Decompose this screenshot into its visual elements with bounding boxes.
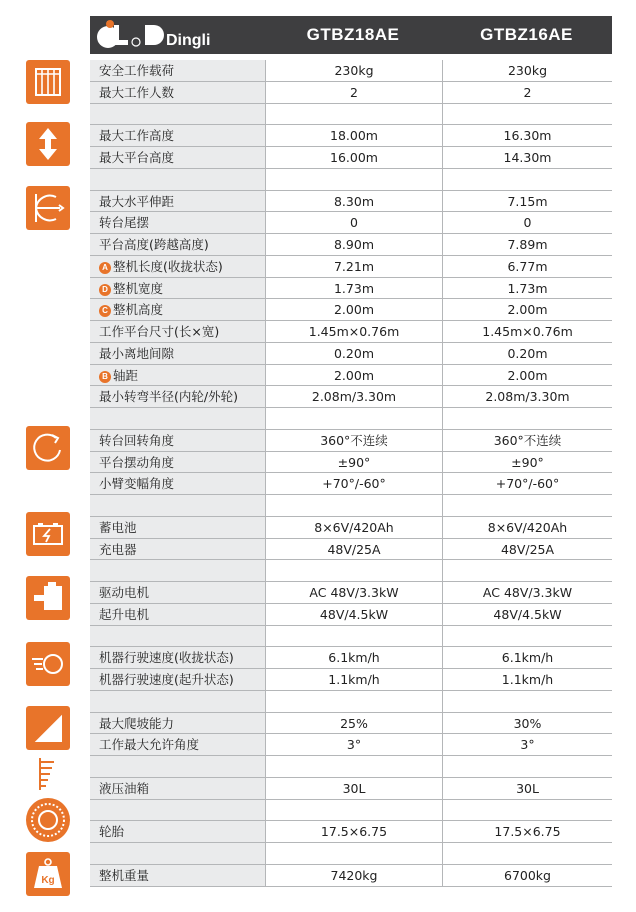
spec-value-cell: 7.89m [442,234,612,255]
spacer-row [90,756,612,778]
spec-table [90,60,612,887]
spec-row [90,452,612,474]
spec-value-cell: 360°不连续 [265,430,442,451]
spec-row [90,234,612,256]
spec-label: 整机宽度 [113,280,164,296]
spec-label: 转台尾摆 [99,215,150,231]
svg-text:Kg: Kg [41,875,55,886]
spec-label: 最小离地间隙 [99,345,175,361]
spec-row [90,647,612,669]
spec-value-cell [442,691,612,712]
spec-value-cell: 2.00m [265,365,442,386]
spec-label: 工作最大允许角度 [99,737,200,753]
spec-label-cell [90,800,265,821]
spec-row [90,278,612,300]
spec-value-cell: 3° [265,734,442,755]
spec-label: 最大水平伸距 [99,193,175,209]
spec-value-cell [265,495,442,516]
spec-value-cell: 230kg [265,60,442,81]
spec-row [90,821,612,843]
spec-label-cell [90,626,265,647]
spec-row [90,60,612,82]
spec-value-cell: 17.5×6.75 [442,821,612,842]
height-arrow-icon [26,122,70,166]
spec-row [90,865,612,887]
spec-value-cell: 2.08m/3.30m [265,386,442,407]
spec-label: 最大平台高度 [99,150,175,165]
spec-label: 蓄电池 [99,519,137,535]
spacer-row [90,408,612,430]
spec-value-cell [265,800,442,821]
spec-value-cell: 1.73m [265,278,442,299]
spec-value-cell [265,169,442,190]
spec-label: 最大工作高度 [99,128,175,144]
spec-row [90,582,612,604]
spec-label-cell [90,495,265,516]
spec-row [90,386,612,408]
spec-value-cell: 0 [442,212,612,233]
spec-label-cell [90,821,265,842]
spec-value-cell: 8×6V/420Ah [265,517,442,538]
spacer-row [90,691,612,713]
spec-label: 充电器 [99,541,137,557]
spec-label: 平台摆动角度 [99,454,175,470]
spec-label: 平台高度(跨越高度) [99,237,209,252]
spec-label-cell [90,147,265,168]
spec-value-cell: 14.30m [442,147,612,168]
spec-value-cell: 7.15m [442,191,612,212]
spec-value-cell: 30L [442,778,612,799]
spec-value-cell: 7.21m [265,256,442,277]
spacer-row [90,495,612,517]
model-name: GTBZ18AE [306,25,400,44]
spec-value-cell: 0 [265,212,442,233]
spec-label-cell [90,778,265,799]
spec-label: 起升电机 [99,606,150,622]
spec-row [90,256,612,278]
spec-row [90,734,612,756]
spec-value-cell: 2 [265,82,442,103]
spacer-row [90,626,612,648]
spec-value-cell: AC 48V/3.3kW [265,582,442,603]
dimension-badge: A [99,262,111,274]
spec-row [90,82,612,104]
spec-label: 最小转弯半径(内轮/外轮) [99,389,238,405]
spec-label-cell [90,408,265,429]
spec-label: 转台回转角度 [99,432,175,448]
spec-label-cell [90,539,265,560]
spec-value-cell: ±90° [442,452,612,473]
spec-label-cell [90,843,265,864]
spec-label-cell [90,604,265,625]
spec-value-cell [265,626,442,647]
spacer-row [90,800,612,822]
spec-value-cell: 2.08m/3.30m [442,386,612,407]
spec-value-cell: 2.00m [442,365,612,386]
spec-value-cell: 48V/4.5kW [265,604,442,625]
spec-value-cell: 6.77m [442,256,612,277]
spec-label: 最大爬坡能力 [99,715,175,731]
rotation-icon [26,426,70,470]
spec-label-cell [90,691,265,712]
spec-label-cell [90,669,265,690]
spec-value-cell: 25% [265,713,442,734]
spec-label: 工作平台尺寸(长×宽) [99,324,220,339]
spec-value-cell [442,104,612,125]
spec-row [90,125,612,147]
spec-label-cell [90,713,265,734]
spec-value-cell: 6.1km/h [265,647,442,668]
spec-label-cell [90,430,265,451]
spec-label-cell [90,104,265,125]
spec-value-cell [442,800,612,821]
spec-value-cell: 6700kg [442,865,612,886]
spec-label: 整机高度 [113,302,164,318]
spec-value-cell: 30% [442,713,612,734]
spec-label-cell [90,278,265,299]
spec-label: 小臂变幅角度 [99,476,175,492]
spec-label-cell [90,452,265,473]
spec-value-cell [442,169,612,190]
spec-label-cell [90,191,265,212]
spec-label-cell [90,865,265,886]
spec-value-cell: 48V/25A [265,539,442,560]
spec-value-cell: 1.1km/h [442,669,612,690]
spec-label-cell [90,321,265,342]
spec-row [90,669,612,691]
spec-value-cell: 16.00m [265,147,442,168]
spec-value-cell: 7420kg [265,865,442,886]
spec-value-cell: 1.1km/h [265,669,442,690]
spec-value-cell: +70°/-60° [442,473,612,494]
spec-label: 安全工作载荷 [99,63,175,78]
spec-label-cell [90,517,265,538]
spec-value-cell: 0.20m [442,343,612,364]
spec-value-cell: 8×6V/420Ah [442,517,612,538]
spec-label: 整机长度(收拢状态) [113,258,223,274]
slope-icon [26,706,70,750]
dingli-logo [90,16,265,54]
spec-label-cell [90,256,265,277]
spec-row [90,473,612,495]
battery-icon [26,512,70,556]
tire-icon [26,798,70,842]
spec-header [90,16,612,54]
spacer-row [90,169,612,191]
spec-row [90,778,612,800]
spec-value-cell [265,104,442,125]
spec-row [90,212,612,234]
spec-row [90,343,612,365]
spec-label-cell [90,473,265,494]
spec-value-cell: 6.1km/h [442,647,612,668]
speed-icon [26,642,70,686]
dimension-badge: D [99,284,111,296]
spec-row [90,365,612,387]
spec-value-cell [442,560,612,581]
spec-value-cell [442,756,612,777]
spec-label-cell [90,582,265,603]
spec-value-cell: 0.20m [265,343,442,364]
spec-value-cell: 48V/4.5kW [442,604,612,625]
spec-value-cell: 17.5×6.75 [265,821,442,842]
spacer-row [90,560,612,582]
spec-label-cell [90,212,265,233]
spec-row [90,539,612,561]
spec-label: 最大工作人数 [99,84,175,100]
spec-value-cell: 2 [442,82,612,103]
spec-row [90,517,612,539]
spec-value-cell: 48V/25A [442,539,612,560]
spec-value-cell: 1.45m×0.76m [442,321,612,342]
spec-label-cell [90,299,265,320]
spec-value-cell [265,408,442,429]
spec-row [90,713,612,735]
spec-row [90,604,612,626]
spacer-row [90,104,612,126]
spec-label-cell [90,756,265,777]
spec-row [90,321,612,343]
spec-label-cell [90,234,265,255]
spec-label-cell [90,125,265,146]
spec-value-cell: 360°不连续 [442,430,612,451]
spacer-row [90,843,612,865]
spec-value-cell [265,691,442,712]
spec-value-cell: 1.73m [442,278,612,299]
spec-value-cell: 8.30m [265,191,442,212]
spec-value-cell [442,408,612,429]
spec-value-cell [265,756,442,777]
spec-value-cell: 18.00m [265,125,442,146]
dimension-badge: B [99,371,111,383]
spec-value-cell: 2.00m [442,299,612,320]
spec-label: 液压油箱 [99,780,150,796]
spec-label: 机器行驶速度(起升状态) [99,672,234,687]
spec-value-cell: 8.90m [265,234,442,255]
spec-value-cell [265,843,442,864]
hydraulic-icon [26,752,70,796]
spec-value-cell: 3° [442,734,612,755]
spec-value-cell [265,560,442,581]
spec-label-cell [90,734,265,755]
spec-label: 轮胎 [99,824,125,840]
spec-label-cell [90,169,265,190]
spec-label: 整机重量 [99,867,150,883]
weight-icon [26,852,70,896]
spec-value-cell [442,626,612,647]
svg-text:Dingli: Dingli [166,32,211,49]
spec-label: 机器行驶速度(收拢状态) [99,650,234,666]
spec-value-cell: AC 48V/3.3kW [442,582,612,603]
spec-value-cell: 1.45m×0.76m [265,321,442,342]
reach-icon [26,186,70,230]
motor-icon [26,576,70,620]
spec-row [90,299,612,321]
spec-value-cell [442,495,612,516]
spec-label: 驱动电机 [99,585,150,600]
spec-label-cell [90,647,265,668]
spec-row [90,147,612,169]
spec-value-cell: ±90° [265,452,442,473]
spec-value-cell: 230kg [442,60,612,81]
spec-value-cell: 2.00m [265,299,442,320]
model-name: GTBZ16AE [480,25,573,44]
spec-label-cell [90,560,265,581]
spec-value-cell: +70°/-60° [265,473,442,494]
spec-row [90,430,612,452]
spec-label-cell [90,365,265,386]
spec-label-cell [90,386,265,407]
spec-value-cell [442,843,612,864]
cage-icon [26,60,70,104]
spec-row [90,191,612,213]
spec-label-cell [90,82,265,103]
spec-value-cell: 16.30m [442,125,612,146]
spec-label: 轴距 [113,367,139,383]
dimension-badge: C [99,305,111,317]
spec-value-cell: 30L [265,778,442,799]
spec-label-cell [90,343,265,364]
spec-label-cell [90,60,265,81]
